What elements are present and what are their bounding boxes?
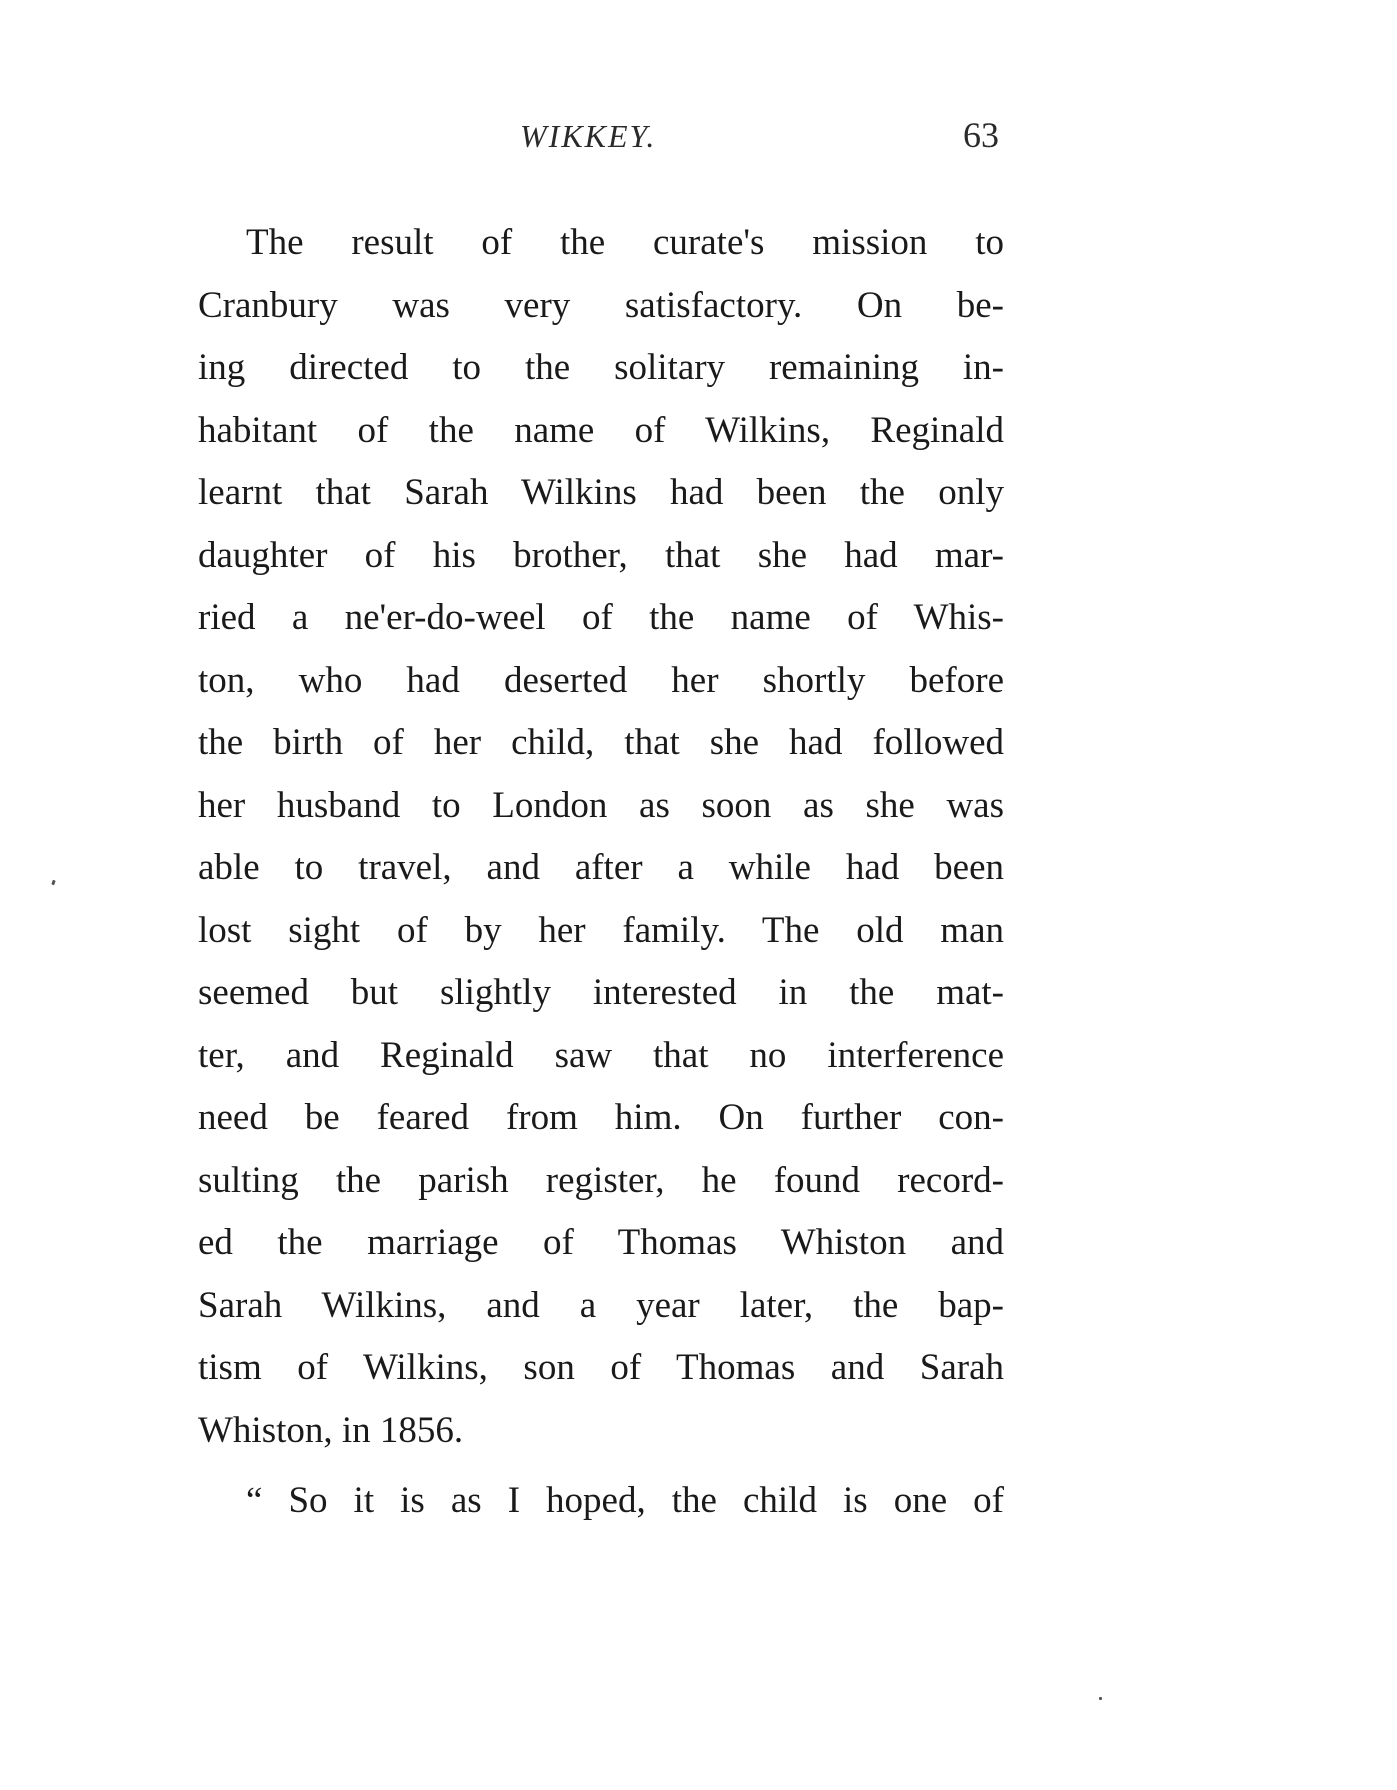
text-line: habitant of the name of Wilkins, Reginald	[198, 409, 1004, 451]
text-line: ing directed to the solitary remaining in-	[198, 347, 1004, 388]
text-line: sulting the parish register, he found record-	[198, 1159, 1004, 1201]
text-line: need be feared from him. On further con-	[198, 1097, 1004, 1138]
text-line: able to travel, and after a while had been	[198, 847, 1004, 888]
text-line: the birth of her child, that she had followed	[198, 722, 1004, 763]
text-line: Whiston, in 1856.	[198, 1409, 464, 1451]
text-line: lost sight of by her family. The old man	[198, 909, 1004, 951]
text-line: “ So it is as I hoped, the child is one of	[246, 1480, 1004, 1521]
text-line: seemed but slightly interested in the mat-	[198, 972, 1004, 1013]
text-line: ed the marriage of Thomas Whiston and	[198, 1222, 1004, 1263]
running-title: WIKKEY.	[520, 118, 657, 154]
text-line: tism of Wilkins, son of Thomas and Sarah	[198, 1347, 1004, 1388]
text-line: ter, and Reginald saw that no interference	[198, 1034, 1004, 1076]
paragraph	[198, 212, 1004, 1462]
text-line: learnt that Sarah Wilkins had been the only	[198, 472, 1004, 513]
paragraph-gap	[198, 1462, 1004, 1470]
text-line: daughter of his brother, that she had mar-	[198, 534, 1004, 576]
print-speck	[51, 880, 56, 886]
body-text	[198, 212, 1004, 1533]
text-line: Sarah Wilkins, and a year later, the bap-	[198, 1284, 1004, 1326]
text-line: The result of the curate's mission to	[246, 222, 1004, 263]
text-line: ton, who had deserted her shortly before	[198, 659, 1004, 701]
text-line: her husband to London as soon as she was	[198, 784, 1004, 826]
text-line: ried a ne'er-do-weel of the name of Whis-	[198, 597, 1004, 638]
paragraph	[198, 1470, 1004, 1533]
print-speck	[1099, 1697, 1102, 1700]
text-line: Cranbury was very satisfactory. On be-	[198, 284, 1004, 326]
page-number: 63	[963, 115, 999, 155]
